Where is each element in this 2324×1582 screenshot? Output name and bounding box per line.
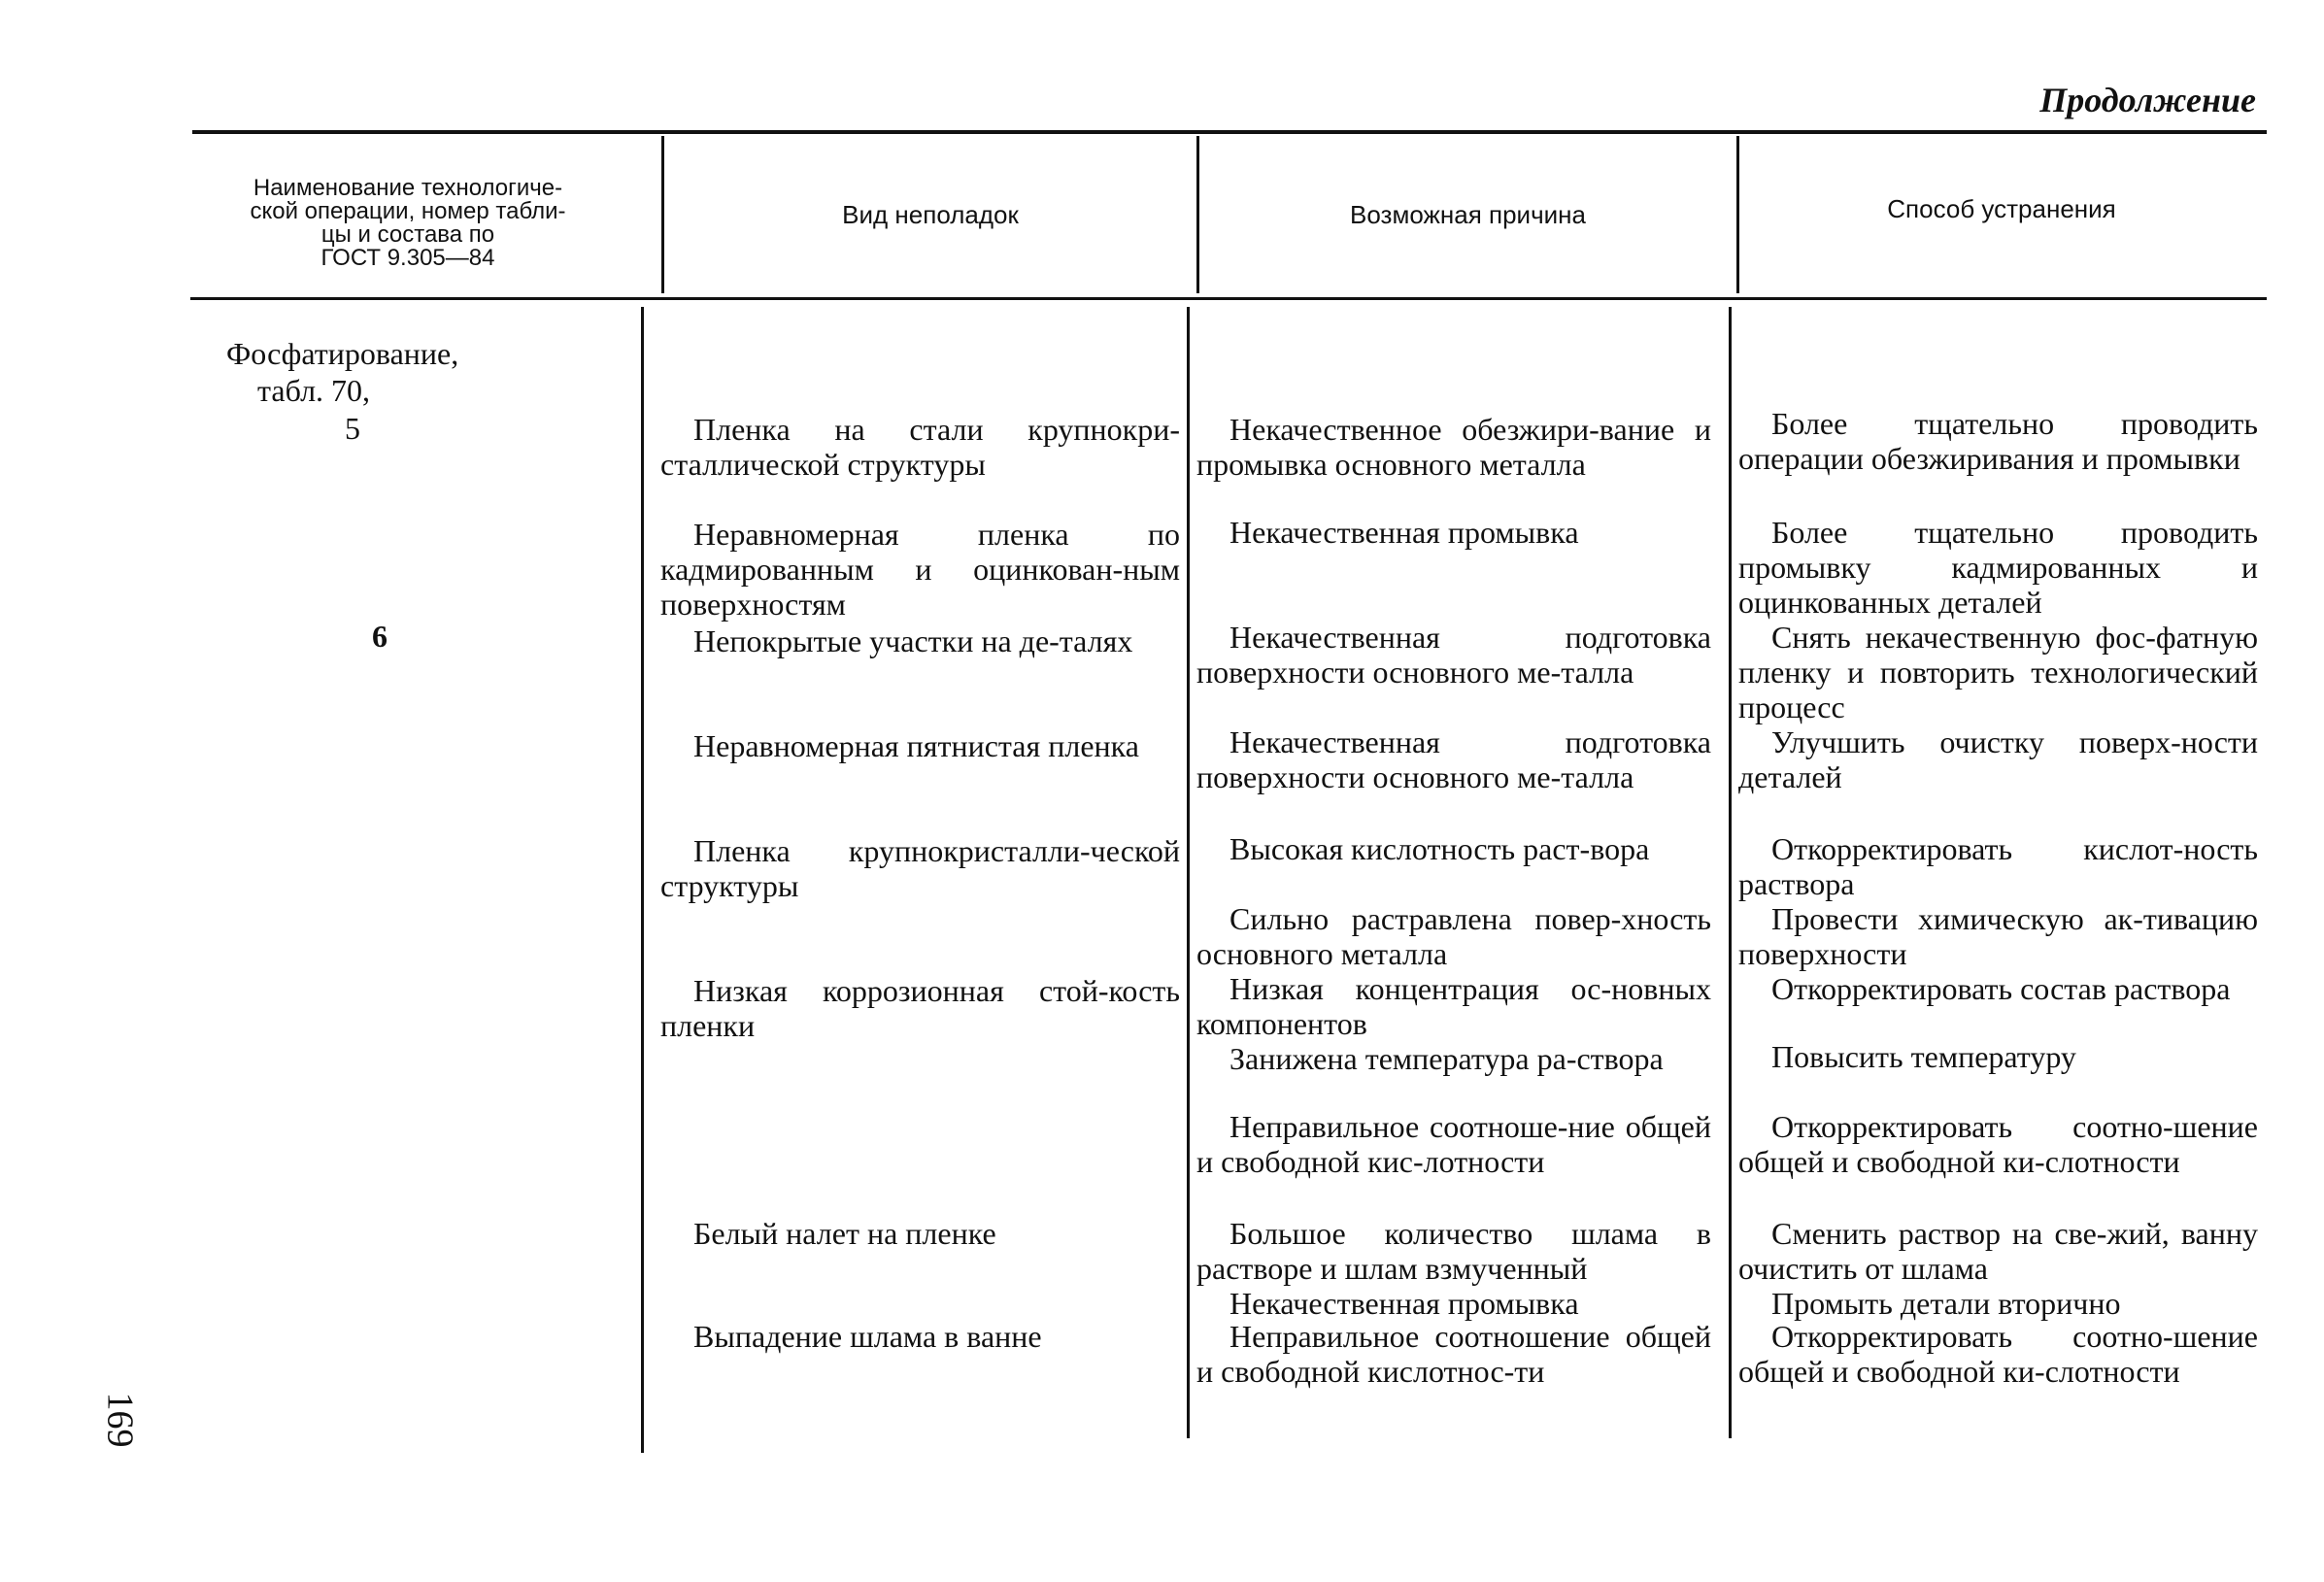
table-row-10-defect: Белый налет на пленке [693, 1216, 996, 1251]
table-row-1-remedy: Более тщательно проводить операции обезжиривания и промывки [1738, 406, 2258, 476]
table-row-2-cause: Некачественная промывка [1229, 515, 1579, 550]
table-row-9-cause: Неправильное соотноше-ние общей и свободной кис-лотности [1196, 1109, 1711, 1179]
table-row-7-cause: Низкая концентрация ос-новных компонентов [1196, 971, 1711, 1041]
table-row-5-cause: Высокая кислотность раст-вора [1229, 831, 1650, 866]
table-row-4-defect: Неравномерная пятнистая пленка [693, 728, 1139, 763]
composition-6: 6 [372, 619, 387, 654]
table-row-10-remedy: Сменить раствор на све-жий, ванну очистить от шлама [1738, 1216, 2258, 1286]
header-bottom-rule [190, 297, 2267, 300]
operation-table: табл. 70, [257, 373, 371, 408]
table-row-7-defect: Низкая коррозионная стой-кость пленки [660, 973, 1180, 1043]
table-row-7-remedy: Откорректировать состав раствора [1771, 971, 2231, 1006]
table-row-3-remedy: Снять некачественную фос-фатную пленку и повторить технологический процесс [1738, 620, 2258, 724]
table-row-8-cause: Занижена температура ра-створа [1229, 1041, 1664, 1076]
column-header-remedy: Способ устранения [1887, 193, 2116, 223]
body-divider-2 [1187, 307, 1190, 1438]
table-row-6-cause: Сильно растравлена повер-хность основного металла [1196, 901, 1711, 971]
table-row-8-remedy: Повысить температуру [1771, 1039, 2076, 1074]
body-divider-3 [1729, 307, 1732, 1438]
table-row-1-cause: Некачественное обезжири-вание и промывка основного металла [1196, 412, 1711, 482]
page-number: 169 [99, 1392, 141, 1448]
table-row-5-defect: Пленка крупнокристалли-ческой структуры [660, 833, 1180, 903]
table-row-5-remedy: Откорректировать кислот-ность раствора [1738, 831, 2258, 901]
table-row-11-cause: Некачественная промывка [1229, 1286, 1579, 1321]
continuation-label: Продолжение [2039, 81, 2256, 119]
composition-5: 5 [345, 411, 360, 446]
table-row-6-remedy: Провести химическую ак-тивацию поверхности [1738, 901, 2258, 971]
table-row-11-remedy: Промыть детали вторично [1771, 1286, 2121, 1321]
table-row-2-remedy: Более тщательно проводить промывку кадмированных и оцинкованных деталей [1738, 515, 2258, 620]
table-row-4-cause: Некачественная подготовка поверхности основного ме-талла [1196, 724, 1711, 794]
table-row-10-cause: Большое количество шлама в растворе и шлам взмученный [1196, 1216, 1711, 1286]
table-row-12-cause: Неправильное соотношение общей и свободной кислотнос-ти [1196, 1319, 1711, 1389]
column-header-defect: Вид неполадок [842, 199, 1019, 229]
table-row-3-cause: Некачественная подготовка поверхности основного ме-талла [1196, 620, 1711, 690]
table-row-2-defect: Неравномерная пленка по кадмированным и оцинкован-ным поверхностям [660, 517, 1180, 622]
operation-name: Фосфатирование, [226, 336, 459, 371]
table-row-1-defect: Пленка на стали крупнокри-сталлической структуры [660, 412, 1180, 482]
table-row-9-remedy: Откорректировать соотно-шение общей и свободной ки-слотности [1738, 1109, 2258, 1179]
column-header-cause: Возможная причина [1350, 199, 1586, 229]
table-row-12-remedy: Откорректировать соотно-шение общей и свободной ки-слотности [1738, 1319, 2258, 1389]
table-row-12-defect: Выпадение шлама в ванне [693, 1319, 1042, 1354]
table-top-rule [192, 130, 2267, 134]
table-row-4-remedy: Улучшить очистку поверх-ности деталей [1738, 724, 2258, 794]
body-divider-1 [641, 307, 644, 1453]
table-row-3-defect: Непокрытые участки на де-талях [693, 623, 1133, 658]
column-header-operation: Наименование технологиче- ской операции, номер табли- цы и состава по ГОСТ 9.305—84 [250, 175, 566, 271]
